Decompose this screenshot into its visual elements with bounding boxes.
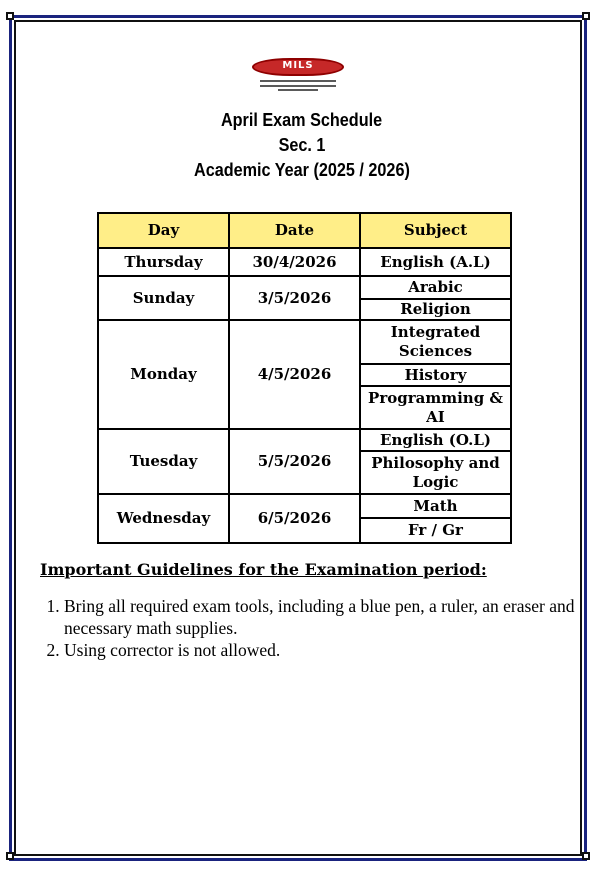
subject-cell: Arabic	[360, 276, 511, 299]
day-cell: Thursday	[98, 248, 229, 276]
logo-text-line	[278, 89, 318, 91]
guidelines-list	[26, 595, 594, 661]
date-cell: 4/5/2026	[229, 320, 360, 429]
table-row	[98, 494, 511, 518]
table-row	[98, 320, 511, 364]
section-label: Sec. 1	[278, 135, 326, 155]
subject-cell: Religion	[360, 299, 511, 320]
table-header-row	[98, 213, 511, 248]
day-cell: Sunday	[98, 276, 229, 320]
border-corner	[582, 12, 590, 20]
date-cell: 30/4/2026	[229, 248, 360, 276]
day-cell: Wednesday	[98, 494, 229, 543]
logo-text-line	[260, 80, 336, 82]
day-cell: Tuesday	[98, 429, 229, 494]
subject-cell: Integrated Sciences	[360, 320, 511, 364]
subject-cell: Philosophy and Logic	[360, 451, 511, 494]
table-row	[98, 276, 511, 299]
school-logo	[246, 58, 350, 94]
subject-cell: History	[360, 364, 511, 386]
date-cell: 3/5/2026	[229, 276, 360, 320]
border-corner	[6, 852, 14, 860]
subject-cell: Math	[360, 494, 511, 518]
day-cell: Monday	[98, 320, 229, 429]
date-cell: 5/5/2026	[229, 429, 360, 494]
border-corner	[6, 12, 14, 20]
column-header-date: Date	[229, 213, 360, 248]
subject-cell: English (O.L)	[360, 429, 511, 451]
border-corner	[582, 852, 590, 860]
list-item: 2. Using corrector is not allowed.	[64, 639, 594, 661]
subject-cell: Fr / Gr	[360, 518, 511, 543]
date-cell: 6/5/2026	[229, 494, 360, 543]
column-header-day: Day	[98, 213, 229, 248]
academic-year: Academic Year (2025 / 2026)	[194, 160, 410, 180]
list-item: 1. Bring all required exam tools, including a blue pen, a ruler, an eraser and necessary math supplies.	[64, 595, 594, 639]
column-header-subject: Subject	[360, 213, 511, 248]
logo-text-line	[260, 85, 336, 87]
logo-name: MILS	[282, 60, 314, 71]
guidelines-heading: Important Guidelines for the Examination period:	[40, 560, 487, 579]
schedule-title: April Exam Schedule	[221, 110, 383, 130]
subject-cell: Programming & AI	[360, 386, 511, 429]
exam-schedule-table	[97, 212, 512, 544]
subject-cell: English (A.L)	[360, 248, 511, 276]
table-row	[98, 248, 511, 276]
table-row	[98, 429, 511, 451]
